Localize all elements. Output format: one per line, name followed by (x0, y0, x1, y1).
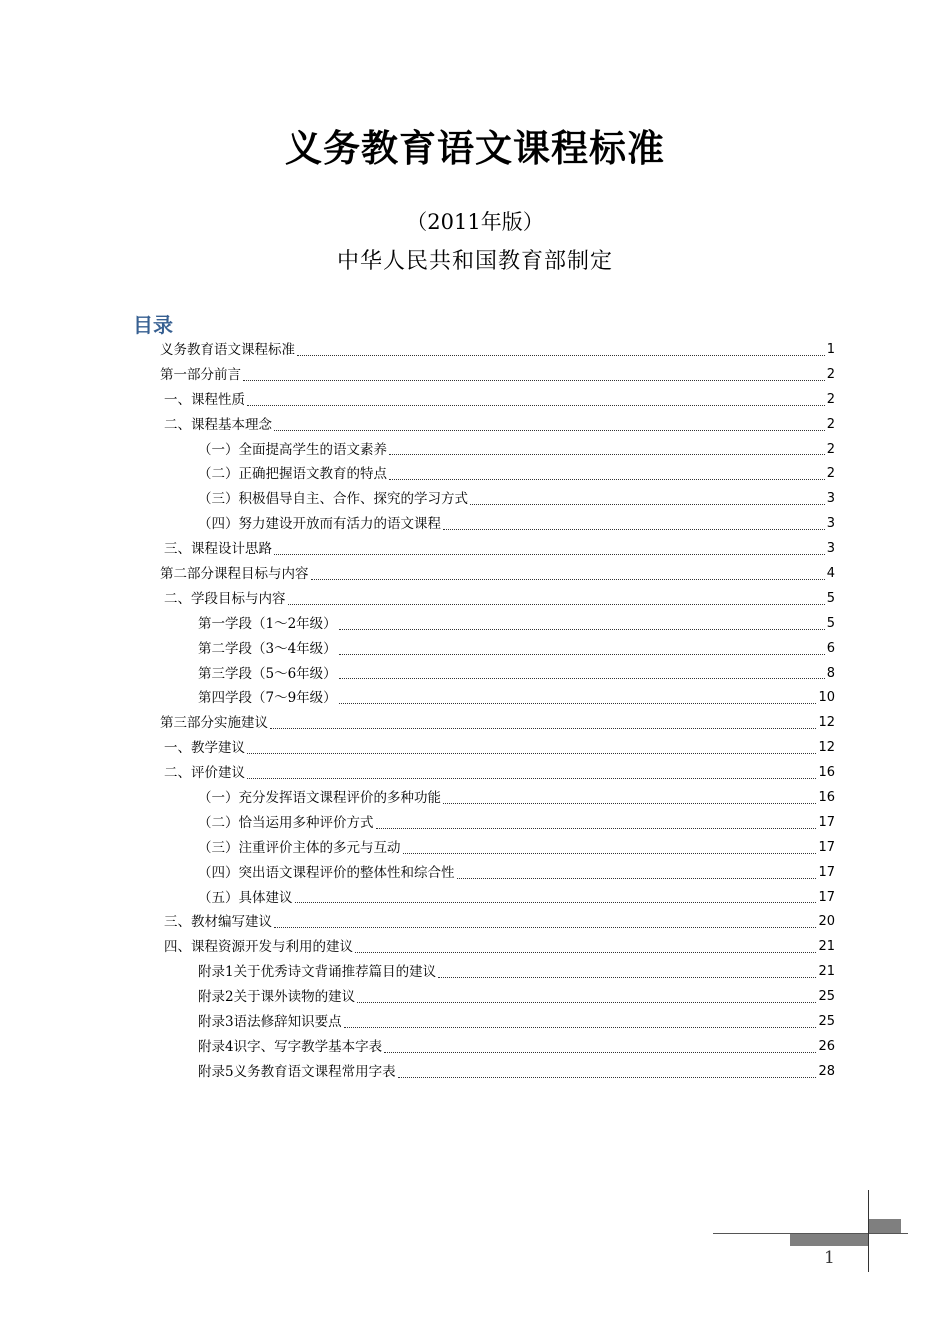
toc-dot-leader (344, 1026, 817, 1028)
toc-entry-page: 28 (818, 1063, 835, 1079)
toc-entry[interactable] (160, 1035, 835, 1060)
toc-entry-page: 2 (826, 416, 835, 432)
toc-entry-page: 3 (826, 516, 835, 532)
toc-dot-leader (403, 852, 817, 854)
toc-entry-page: 16 (818, 765, 835, 781)
toc-dot-leader (247, 752, 816, 754)
toc-entry-page: 2 (826, 366, 835, 382)
toc-entry-label: （四）努力建设开放而有活力的语文课程 (198, 516, 441, 533)
toc-entry[interactable] (160, 487, 835, 512)
toc-dot-leader (457, 877, 817, 879)
toc-entry-label: 第一部分前言 (160, 366, 241, 383)
toc-entry[interactable] (160, 612, 835, 637)
toc-dot-leader (438, 976, 816, 978)
toc-entry-page: 2 (826, 466, 835, 482)
toc-entry-label: 附录4识字、写字教学基本字表 (198, 1038, 383, 1055)
toc-entry-label: 二、课程基本理念 (164, 416, 272, 433)
toc-entry[interactable] (160, 711, 835, 736)
toc-entry-page: 1 (826, 341, 835, 357)
toc-dot-leader (297, 354, 825, 356)
toc-entry-label: （二）正确把握语文教育的特点 (198, 466, 387, 483)
toc-dot-leader (243, 379, 825, 381)
toc-entry-label: 四、课程资源开发与利用的建议 (164, 939, 353, 956)
footer-accent-block (869, 1219, 901, 1233)
toc-entry-page: 12 (818, 715, 835, 731)
toc-dot-leader (288, 603, 825, 605)
toc-entry-page: 3 (826, 491, 835, 507)
toc-entry-page: 5 (826, 590, 835, 606)
toc-entry-label: 第二学段（3～4年级） (198, 640, 337, 657)
toc-entry-page: 5 (826, 615, 835, 631)
toc-entry-label: 二、评价建议 (164, 765, 245, 782)
edition-subtitle: （2011年版） (406, 210, 544, 234)
toc-entry-label: 三、教材编写建议 (164, 914, 272, 931)
toc-entry[interactable] (160, 985, 835, 1010)
toc-entry-page: 21 (818, 964, 835, 980)
toc-entry-page: 20 (818, 914, 835, 930)
toc-entry[interactable] (160, 761, 835, 786)
toc-entry[interactable] (160, 462, 835, 487)
toc-entry[interactable] (160, 736, 835, 761)
table-of-contents (160, 338, 835, 1085)
toc-entry-page: 12 (818, 740, 835, 756)
toc-entry[interactable] (160, 438, 835, 463)
toc-entry-label: （一）充分发挥语文课程评价的多种功能 (198, 790, 441, 807)
toc-entry[interactable] (160, 413, 835, 438)
toc-entry-label: 附录2关于课外读物的建议 (198, 989, 356, 1006)
toc-entry-label: 第一学段（1～2年级） (198, 615, 337, 632)
toc-dot-leader (247, 777, 816, 779)
toc-dot-leader (398, 1076, 817, 1078)
issuer-line: 中华人民共和国教育部制定 (336, 249, 613, 274)
page-number: 1 (824, 1248, 835, 1268)
toc-dot-leader (389, 453, 825, 455)
toc-entry-page: 17 (818, 814, 835, 830)
document-title: 义务教育语文课程标准 (285, 127, 665, 170)
toc-entry-page: 2 (826, 391, 835, 407)
toc-entry[interactable] (160, 338, 835, 363)
toc-dot-leader (384, 1051, 816, 1053)
toc-dot-leader (274, 553, 825, 555)
toc-entry[interactable] (160, 562, 835, 587)
toc-entry-page: 17 (818, 839, 835, 855)
toc-entry[interactable] (160, 886, 835, 911)
toc-entry[interactable] (160, 537, 835, 562)
toc-entry-page: 17 (818, 864, 835, 880)
toc-entry-label: 附录5义务教育语文课程常用字表 (198, 1063, 396, 1080)
toc-entry-label: 一、教学建议 (164, 740, 245, 757)
toc-dot-leader (355, 951, 816, 953)
toc-dot-leader (295, 901, 817, 903)
toc-entry-page: 8 (826, 665, 835, 681)
toc-entry-page: 4 (826, 566, 835, 581)
toc-entry-label: （二）恰当运用多种评价方式 (198, 814, 374, 831)
toc-heading: 目录 (133, 313, 173, 337)
toc-dot-leader (339, 677, 825, 679)
toc-entry-page: 16 (818, 790, 835, 806)
toc-entry-label: 第三学段（5～6年级） (198, 665, 337, 682)
toc-dot-leader (389, 478, 825, 480)
toc-entry[interactable] (160, 686, 835, 711)
toc-dot-leader (274, 926, 816, 928)
toc-dot-leader (339, 702, 817, 704)
toc-dot-leader (247, 404, 825, 406)
toc-entry[interactable] (160, 836, 835, 861)
toc-entry-page: 21 (818, 939, 835, 955)
toc-entry-label: 三、课程设计思路 (164, 541, 272, 558)
toc-dot-leader (274, 429, 825, 431)
toc-entry-page: 2 (826, 441, 835, 457)
toc-entry-label: （三）注重评价主体的多元与互动 (198, 839, 401, 856)
toc-entry-label: 二、学段目标与内容 (164, 590, 286, 607)
toc-entry[interactable] (160, 1010, 835, 1035)
toc-entry[interactable] (160, 811, 835, 836)
toc-entry-label: 第二部分课程目标与内容 (160, 566, 309, 582)
toc-entry-label: 附录1关于优秀诗文背诵推荐篇目的建议 (198, 964, 437, 981)
toc-entry-label: 附录3语法修辞知识要点 (198, 1014, 342, 1031)
toc-dot-leader (443, 528, 825, 530)
toc-dot-leader (376, 827, 817, 829)
toc-entry-label: 第三部分实施建议 (160, 715, 268, 732)
toc-entry-label: （三）积极倡导自主、合作、探究的学习方式 (198, 491, 468, 508)
toc-dot-leader (339, 653, 825, 655)
toc-dot-leader (443, 802, 816, 804)
toc-entry[interactable] (160, 910, 835, 935)
toc-entry-page: 6 (826, 640, 835, 656)
toc-entry[interactable] (160, 512, 835, 537)
toc-entry-page: 17 (818, 889, 835, 905)
toc-entry[interactable] (160, 637, 835, 662)
toc-entry[interactable] (160, 1060, 835, 1085)
toc-entry[interactable] (160, 960, 835, 985)
toc-dot-leader (270, 727, 816, 729)
toc-entry-label: （一）全面提高学生的语文素养 (198, 441, 387, 458)
toc-entry-page: 25 (818, 989, 835, 1005)
toc-dot-leader (357, 1001, 816, 1003)
toc-dot-leader (311, 578, 825, 580)
toc-entry[interactable] (160, 587, 835, 612)
toc-dot-leader (470, 503, 825, 505)
toc-entry-label: 义务教育语文课程标准 (160, 341, 295, 358)
toc-entry-page: 25 (818, 1014, 835, 1030)
toc-entry[interactable] (160, 363, 835, 388)
toc-entry-label: （五）具体建议 (198, 889, 293, 906)
toc-entry[interactable] (160, 786, 835, 811)
toc-entry-page: 26 (818, 1038, 835, 1054)
toc-dot-leader (339, 628, 825, 630)
footer-accent-bar (790, 1234, 868, 1246)
toc-entry[interactable] (160, 388, 835, 413)
toc-entry-label: 一、课程性质 (164, 391, 245, 408)
toc-entry[interactable] (160, 935, 835, 960)
toc-entry[interactable] (160, 861, 835, 886)
toc-entry-page: 10 (818, 690, 835, 706)
toc-entry[interactable] (160, 662, 835, 687)
toc-entry-label: 第四学段（7～9年级） (198, 690, 337, 707)
toc-entry-label: （四）突出语文课程评价的整体性和综合性 (198, 864, 455, 881)
toc-entry-page: 3 (826, 541, 835, 557)
